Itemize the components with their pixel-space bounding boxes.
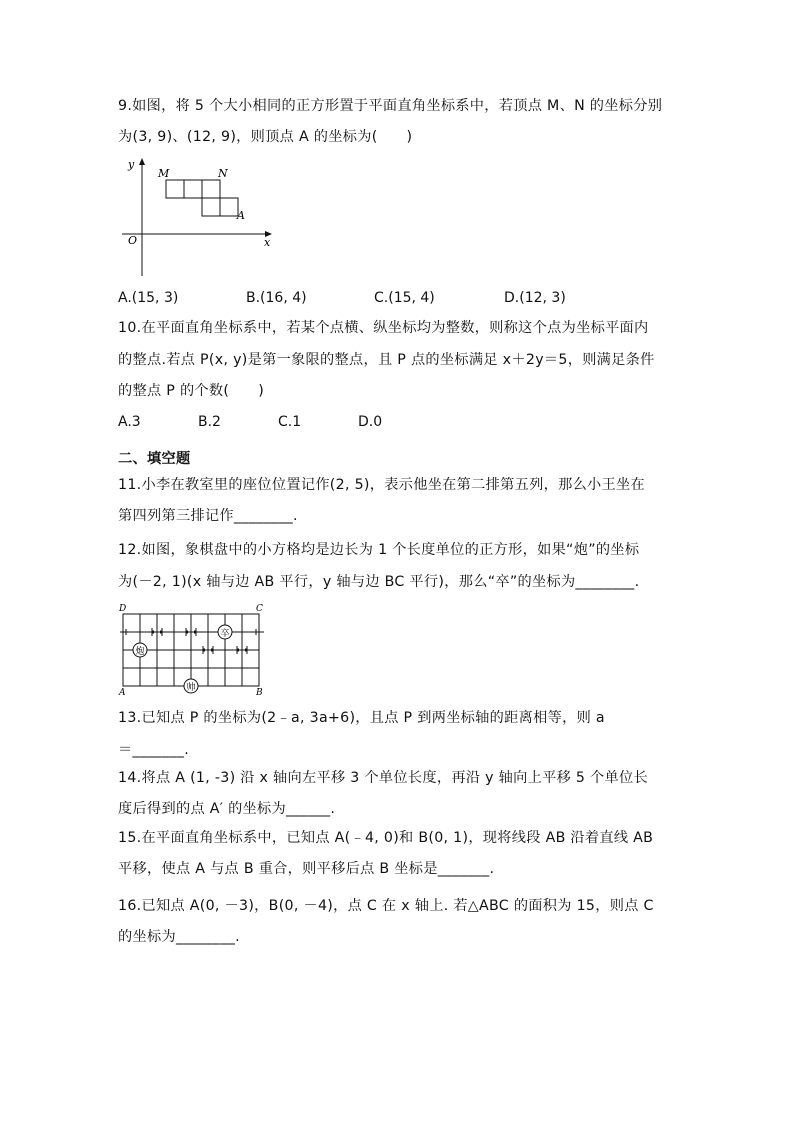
q9-text-line2: 为(3, 9)、(12, 9)，则顶点 A 的坐标为( )	[118, 129, 413, 145]
q9-a-label: A	[237, 209, 245, 222]
q9-m-label: M	[158, 167, 170, 180]
q10-text-line3: 的整点 P 的个数( )	[118, 383, 265, 399]
q9-text-line1: 9.如图，将 5 个大小相同的正方形置于平面直角坐标系中，若顶点 M、N 的坐标分别	[118, 98, 663, 114]
q9-x-label: x	[264, 236, 271, 249]
q9-option-a: A.(15, 3)	[118, 290, 179, 306]
q12-chessboard-figure	[118, 602, 270, 698]
q12-corner-a: A	[119, 688, 126, 698]
q9-square-4	[202, 198, 220, 216]
q11-text-line1: 11.小李在教室里的座位位置记作(2, 5)，表示他坐在第二排第五列，那么小王坐在	[118, 477, 646, 493]
q10-text-line1: 10.在平面直角坐标系中，若某个点横、纵坐标均为整数，则称这个点为坐标平面内	[118, 320, 649, 336]
q11-text-line2: 第四列第三排记作________.	[118, 508, 298, 524]
q9-square-1	[166, 180, 184, 198]
q10-option-b: B.2	[198, 414, 221, 430]
q9-option-b: B.(16, 4)	[246, 290, 307, 306]
q12-corner-d: D	[119, 604, 127, 614]
q10-option-d: D.0	[358, 414, 383, 430]
q16-text-line1: 16.已知点 A(0, －3)，B(0, －4)，点 C 在 x 轴上. 若△ABC 的面积为 15，则点 C	[118, 898, 654, 914]
q10-option-c: C.1	[278, 414, 302, 430]
q9-figure	[118, 156, 280, 280]
q12-corner-b: B	[256, 688, 263, 698]
q15-text-line1: 15.在平面直角坐标系中，已知点 A(﹣4, 0)和 B(0, 1)，现将线段 AB 沿着直线 AB	[118, 830, 654, 846]
q12-corner-c: C	[256, 604, 263, 614]
q12-text-line2: 为(－2, 1)(x 轴与边 AB 平行，y 轴与边 BC 平行)，那么“卒”的坐标为________.	[118, 574, 640, 590]
q9-y-arrow	[139, 158, 145, 165]
q12-pao-label: 炮	[135, 647, 145, 657]
q9-square-3	[202, 180, 220, 198]
q9-square-5	[220, 198, 238, 216]
q9-option-c: C.(15, 4)	[374, 290, 435, 306]
q9-n-label: N	[218, 167, 228, 180]
q12-text-line1: 12.如图，象棋盘中的小方格均是边长为 1 个长度单位的正方形，如果“炮”的坐标	[118, 542, 640, 558]
q12-shuai-label: 帅	[186, 683, 196, 693]
q9-origin-label: O	[128, 234, 138, 247]
q9-square-2	[184, 180, 202, 198]
q15-text-line2: 平移，使点 A 与点 B 重合，则平移后点 B 坐标是_______.	[118, 861, 495, 877]
section-fill-blank-heading: 二、填空题	[118, 451, 191, 467]
q14-text-line1: 14.将点 A (1, -3) 沿 x 轴向左平移 3 个单位长度，再沿 y 轴向上平移 5 个单位长	[118, 770, 648, 786]
q9-option-d: D.(12, 3)	[504, 290, 566, 306]
q9-y-label: y	[128, 158, 135, 171]
q13-text-line2: ＝_______.	[118, 742, 190, 758]
q10-text-line2: 的整点.若点 P(x, y)是第一象限的整点，且 P 点的坐标满足 x＋2y＝5，则满足条件	[118, 352, 655, 368]
q13-text-line1: 13.已知点 P 的坐标为(2﹣a, 3a+6)，且点 P 到两坐标轴的距离相等，则 a	[118, 710, 605, 726]
q10-option-a: A.3	[118, 414, 141, 430]
q14-text-line2: 度后得到的点 A′ 的坐标为______.	[118, 801, 336, 817]
q16-text-line2: 的坐标为________.	[118, 929, 240, 945]
q12-zu-label: 卒	[220, 629, 230, 639]
